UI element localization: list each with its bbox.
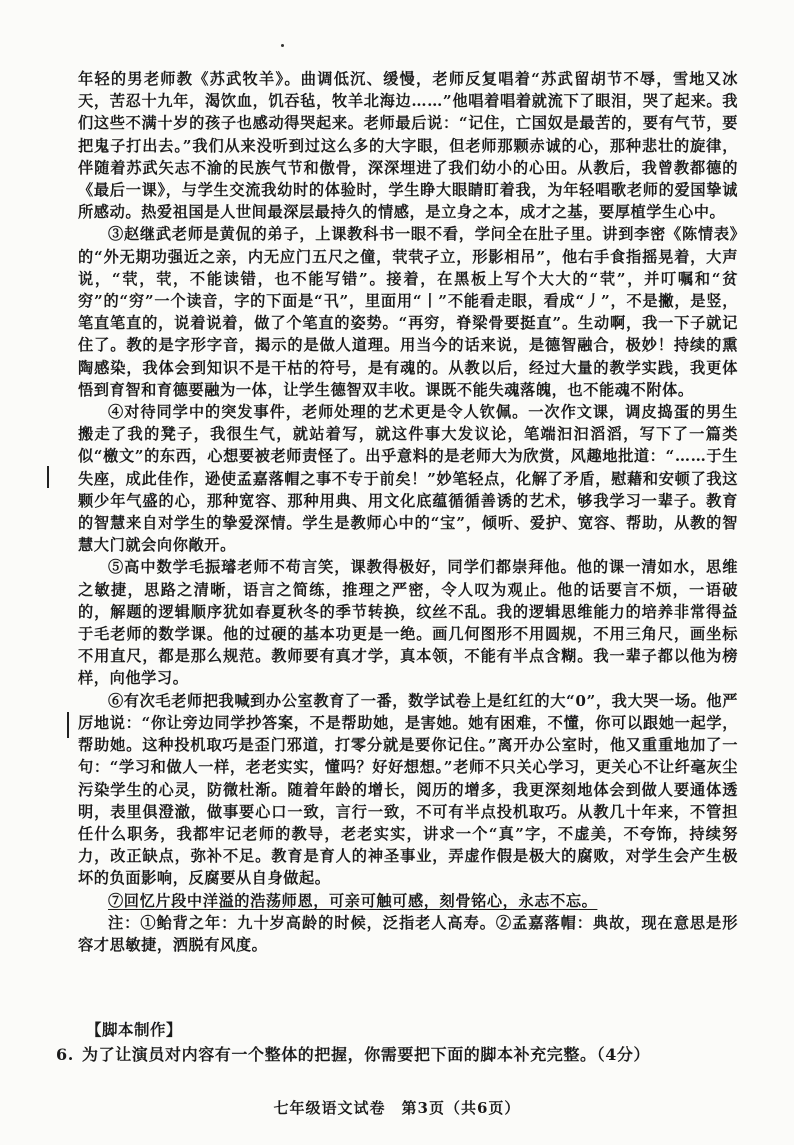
page-footer: 七年级语文试卷 第3页（共6页） xyxy=(273,1099,521,1117)
question-6 xyxy=(56,1042,746,1065)
paragraph-6: ⑥有次毛老师把我喊到办公室教育了一番，数学试卷上是红红的大“0”，我大哭一场。他严厉地说：“你让旁边同学抄答案，不是帮助她，是害她。她有困难，不懂，你可以跟她一起学，帮助她。这种投机取巧是歪门邪道，打零分就是要你记住。”离开办公室时，他又重重地加了一句：“学习和做人一样，老老实实，懂吗？好好想想。”老师不只关心学习，更关心不让纤毫灰尘污染学生的心灵，防微杜渐。随着年龄的增长，阅历的增多，我更深刻地体会到做人要通体透明，表里俱澄澈，做事要心口一致，言行一致，不可有半点投机取巧。从教几十年来，不管担任什么职务，我都牢记老师的教导，老老实实，讲求一个“真”字，不虚美，不夸饰，持续努力，改正缺点，弥补不足。教育是育人的神圣事业，弄虚作假是极大的腐败，对学生会产生极坏的负面影响，反腐要从自身做起。 xyxy=(78,691,738,888)
paragraph-5: ⑤高中数学毛振璿老师不苟言笑，课教得极好，同学们都崇拜他。他的课一清如水，思维之敏捷，思路之清晰，语言之简练，推理之严密，令人叹为观止。他的话要言不烦，一语破的，解题的逻辑顺序犹如春夏秋冬的季节转换，纹丝不乱。我的逻辑思维能力的培养非常得益于毛老师的数学课。他的过硬的基本功更是一绝。画几何图形不用圆规，不用三角尺，画坐标不用直尺，都是那么规范。教师要有真才学，真本领，不能有半点含糊。我一辈子都以他为榜样，向他学习。 xyxy=(78,558,738,688)
margin-mark-1 xyxy=(47,466,49,488)
paragraph-7: ⑦回忆片段中洋溢的浩荡师恩，可亲可触可感，刻骨铭心，永志不忘。 xyxy=(108,891,598,910)
paragraph-continued: 年轻的男老师教《苏武牧羊》。曲调低沉、缓慢，老师反复唱着“苏武留胡节不辱，雪地又冰天，苦忍十九年，渴饮血，饥吞毡，牧羊北海边……”他唱着唱着就流下了眼泪，哭了起来。我们这些不满十岁的孩子也感动得哭起来。老师最后说：“记住，亡国奴是最苦的，要有气节，要把鬼子打出去。”我们从来没听到过这么多的大字眼，但老师那颗赤诚的心，那种悲壮的旋律，伴随着苏武矢志不渝的民族气节和傲骨，深深埋进了我们幼小的心田。从教后，我曾教都德的《最后一课》，与学生交流我幼时的体验时，学生睁大眼睛盯着我，为年轻唱歌老师的爱国挚诚所感动。热爱祖国是人世间最深层最持久的情感，是立身之本，成才之基，要厚植学生心中。 xyxy=(78,70,738,222)
paragraph-3: ③赵继武老师是黄侃的弟子，上课教科书一眼不看，学问全在肚子里。讲到李密《陈情表》的“外无期功强近之亲，内无应门五尺之僮，茕茕孑立，形影相吊”，他右手食指摇晃着，大声说，“茕，茕，不能读错，也不能写错”。接着，在黑板上写个大大的“茕”，并叮嘱和“贫穷”的“穷”一个读音，字的下面是“卂”，里面用“丨”不能看走眼，看成“丿”，不是撇，是竖，笔直笔直的，说着说着，做了个笔直的姿势。“再穷，脊梁骨要挺直”。生动啊，我一下子就记住了。教的是字形字音，揭示的是做人道理。用当今的话来说，是德智融合，极妙！持续的熏陶感染，我体会到知识不是干枯的符号，是有魂的。从教以后，经过大量的教学实践，我更体悟到育智和育德要融为一体，让学生德智双丰收。课既不能失魂落魄，也不能魂不附体。 xyxy=(78,225,738,399)
scan-speck xyxy=(281,44,284,47)
section-title: 【脚本制作】 xyxy=(86,1020,183,1039)
paragraph-4: ④对待同学中的突发事件，老师处理的艺术更是令人钦佩。一次作文课，调皮捣蛋的男生搬走了我的凳子，我很生气，就站着写，就这件事大发议论，笔端汩汩滔滔，写下了一篇类似“檄文”的东西，心想要被老师责怪了。出乎意料的是老师大为欣赏，风趣地批道：“……于生失座，成此佳作，逊使孟嘉落帽之事不专于前矣！”妙笔轻点，化解了矛盾，慰藉和安顿了我这颗少年气盛的心，那种宽容、那种用典、用文化底蕴循循善诱的艺术，够我学习一辈子。教育的智慧来自对学生的挚爱深情。学生是教师心中的“宝”，倾听、爱护、宽容、帮助，从教的智慧大门就会向你敞开。 xyxy=(78,403,738,555)
article-body xyxy=(78,68,738,956)
question-number: 6. xyxy=(56,1045,74,1064)
question-text: 为了让演员对内容有一个整体的把握，你需要把下面的脚本补充完整。（4分） xyxy=(82,1045,651,1064)
margin-mark-2 xyxy=(67,712,69,738)
footnotes: 注：①鲐背之年：九十岁高龄的时候，泛指老人高寿。②孟嘉落帽：典故，现在意思是形容才思敏捷，洒脱有风度。 xyxy=(78,913,738,954)
